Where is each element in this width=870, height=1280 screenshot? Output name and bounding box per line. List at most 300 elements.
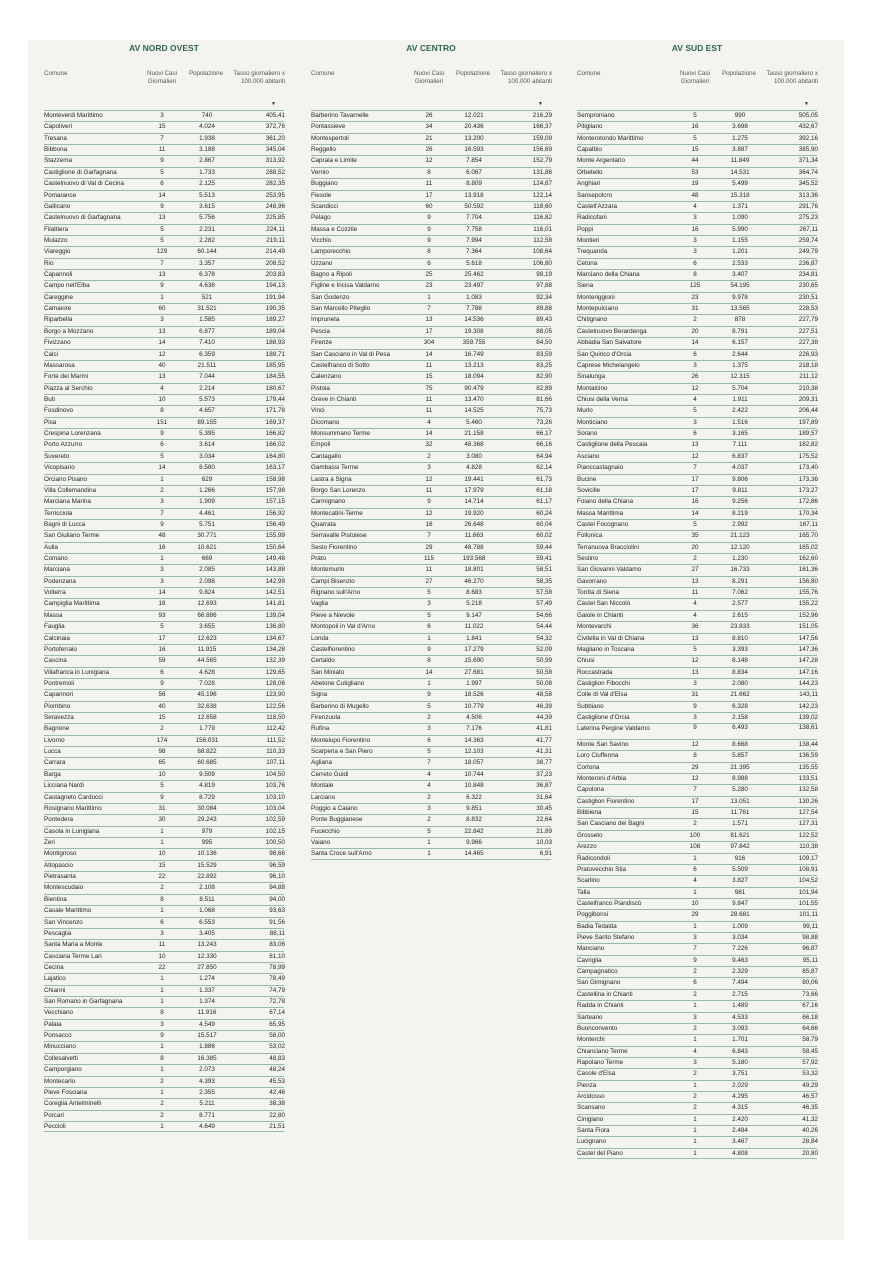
- cell-popolazione: 3.093: [732, 1024, 748, 1032]
- cell-popolazione: 8.511: [199, 895, 215, 903]
- cell-tasso: 116,01: [533, 225, 552, 233]
- cell-tasso: 101,55: [798, 899, 818, 907]
- header-popolazione[interactable]: Popolazione: [721, 70, 757, 77]
- cell-tasso: 385,90: [798, 146, 818, 154]
- table-row: [577, 1148, 817, 1159]
- table-row: [44, 144, 284, 155]
- table-row: [44, 621, 284, 632]
- table-row: [577, 750, 817, 761]
- cell-nuovi-casi: 1: [160, 839, 164, 846]
- cell-popolazione: 16.385: [197, 1054, 217, 1062]
- table-row: [577, 739, 817, 750]
- cell-comune: Sarteano: [577, 1013, 603, 1021]
- cell-tasso: 173,40: [798, 464, 818, 472]
- cell-nuovi-casi: 6: [427, 259, 431, 267]
- sort-desc-icon[interactable]: ▼: [271, 101, 276, 107]
- table-row: [577, 564, 817, 575]
- cell-nuovi-casi: 3: [693, 934, 697, 942]
- cell-comune: San Quirico d'Orcia: [577, 350, 632, 358]
- cell-nuovi-casi: 9: [160, 157, 164, 165]
- cell-tasso: 173,27: [798, 486, 818, 494]
- table-row: [577, 1023, 817, 1034]
- cell-nuovi-casi: 2: [693, 990, 697, 998]
- cell-tasso: 21,89: [536, 827, 552, 835]
- cell-nuovi-casi: 15: [158, 861, 166, 869]
- cell-popolazione: 1.585: [199, 316, 215, 324]
- cell-comune: Portoferraio: [44, 645, 77, 653]
- cell-popolazione: 13.200: [464, 134, 484, 142]
- table-row: [44, 1098, 284, 1109]
- cell-comune: San Vincenzo: [44, 918, 83, 926]
- cell-tasso: 282,35: [265, 180, 285, 188]
- cell-comune: Borgo San Lorenzo: [311, 486, 366, 494]
- cell-nuovi-casi: 14: [425, 430, 433, 438]
- cell-nuovi-casi: 9: [160, 679, 164, 687]
- cell-popolazione: 5.180: [732, 1058, 748, 1066]
- cell-popolazione: 193.568: [462, 555, 486, 563]
- cell-nuovi-casi: 9: [160, 793, 164, 801]
- cell-tasso: 58,00: [269, 1032, 285, 1040]
- cell-popolazione: 11.915: [197, 645, 217, 653]
- table-row: [311, 564, 551, 575]
- cell-nuovi-casi: 5: [427, 827, 431, 835]
- table-row: [44, 326, 284, 337]
- cell-popolazione: 9.811: [732, 486, 748, 494]
- cell-comune: Gallicano: [44, 202, 71, 210]
- cell-popolazione: 9.806: [732, 475, 748, 483]
- cell-nuovi-casi: 15: [691, 809, 699, 817]
- cell-comune: Minucciano: [44, 1043, 76, 1051]
- table-row: [44, 496, 284, 507]
- table-row: [44, 428, 284, 439]
- cell-comune: Santa Fiora: [577, 1127, 610, 1135]
- cell-popolazione: 31.521: [197, 305, 217, 313]
- cell-tasso: 392,16: [798, 134, 818, 142]
- table-row: [577, 633, 817, 644]
- cell-tasso: 54,32: [536, 634, 552, 642]
- table-row: [311, 530, 551, 541]
- cell-tasso: 102,15: [265, 827, 285, 835]
- table-row: [311, 723, 551, 734]
- cell-popolazione: 1.374: [199, 998, 215, 1006]
- cell-nuovi-casi: 9: [160, 430, 164, 438]
- cell-tasso: 101,94: [798, 888, 818, 896]
- cell-tasso: 147,28: [798, 657, 818, 665]
- table-row: [44, 1076, 284, 1087]
- cell-tasso: 227,38: [798, 339, 818, 347]
- cell-comune: Vicchio: [311, 236, 332, 244]
- cell-comune: Badia Tedalda: [577, 922, 617, 930]
- cell-nuovi-casi: 3: [160, 1020, 164, 1028]
- cell-popolazione: 1.090: [732, 214, 748, 222]
- cell-comune: Vinci: [311, 407, 325, 415]
- cell-tasso: 230,65: [798, 282, 818, 290]
- table-row: [311, 553, 551, 564]
- table-row: [577, 853, 817, 864]
- cell-comune: Radda in Chianti: [577, 1002, 624, 1010]
- cell-nuovi-casi: 2: [160, 1100, 164, 1108]
- table-row: [577, 610, 817, 621]
- cell-popolazione: 2.484: [732, 1127, 748, 1135]
- cell-comune: Buonconvento: [577, 1024, 618, 1032]
- cell-nuovi-casi: 2: [693, 1093, 697, 1101]
- cell-nuovi-casi: 6: [693, 979, 697, 987]
- cell-comune: Agliana: [311, 759, 333, 767]
- cell-tasso: 22,64: [536, 816, 552, 824]
- cell-tasso: 107,11: [266, 759, 285, 767]
- cell-nuovi-casi: 304: [423, 339, 435, 347]
- cell-tasso: 163,17: [265, 464, 285, 472]
- cell-popolazione: 5.513: [199, 191, 215, 199]
- sort-desc-icon[interactable]: ▼: [804, 101, 809, 107]
- cell-comune: Serravalle Pistoiese: [311, 532, 367, 540]
- cell-popolazione: 11.849: [730, 157, 750, 165]
- cell-tasso: 104,52: [798, 877, 818, 885]
- header-comune[interactable]: Comune: [311, 70, 335, 77]
- cell-comune: Sovicille: [577, 486, 601, 494]
- cell-comune: Castelnuovo di Val di Cecina: [44, 180, 125, 188]
- cell-popolazione: 17.279: [464, 645, 484, 653]
- cell-tasso: 61,18: [536, 486, 552, 494]
- cell-popolazione: 156.031: [195, 736, 219, 744]
- header-tasso[interactable]: Tasso giornaliero x 100.000 abitanti: [766, 70, 818, 85]
- table-row: [311, 587, 551, 598]
- table-row: [577, 875, 817, 886]
- cell-popolazione: 2.158: [732, 714, 748, 722]
- table-row: [311, 133, 551, 144]
- header-nuovi-casi[interactable]: Nuovi Casi Giornalieri: [414, 70, 444, 85]
- cell-tasso: 179,44: [265, 395, 285, 403]
- cell-popolazione: 90.479: [464, 384, 484, 392]
- cell-nuovi-casi: 6: [693, 350, 697, 358]
- cell-nuovi-casi: 3: [427, 725, 431, 733]
- cell-comune: Pisa: [44, 418, 57, 426]
- table-row: [311, 349, 551, 360]
- cell-nuovi-casi: 151: [156, 418, 168, 426]
- table-row: [577, 966, 817, 977]
- cell-nuovi-casi: 9: [693, 702, 697, 710]
- cell-tasso: 151,05: [798, 623, 818, 631]
- cell-nuovi-casi: 3: [693, 714, 697, 722]
- cell-popolazione: 5.509: [732, 865, 748, 873]
- cell-comune: Casole d'Elsa: [577, 1070, 616, 1078]
- cell-popolazione: 3.614: [199, 441, 215, 449]
- cell-tasso: 83,06: [269, 941, 285, 949]
- cell-tasso: 175,52: [798, 452, 818, 460]
- table-row: [577, 508, 817, 519]
- cell-popolazione: 27.681: [464, 668, 484, 676]
- cell-comune: Coreglia Antelminelli: [44, 1100, 102, 1108]
- table-row: [577, 167, 817, 178]
- cell-nuovi-casi: 16: [691, 123, 699, 131]
- cell-popolazione: 7.226: [732, 945, 748, 953]
- cell-tasso: 108,91: [798, 865, 818, 873]
- table-row: [577, 110, 817, 121]
- cell-popolazione: 15.517: [197, 1032, 217, 1040]
- cell-tasso: 85,87: [802, 968, 818, 976]
- cell-tasso: 54,66: [536, 611, 552, 619]
- cell-popolazione: 1.274: [199, 975, 215, 983]
- cell-comune: Porto Azzurro: [44, 441, 83, 449]
- cell-tasso: 156,92: [265, 509, 285, 517]
- table-row: [44, 224, 284, 235]
- table-row: [311, 508, 551, 519]
- cell-comune: Bucine: [577, 475, 597, 483]
- header-popolazione[interactable]: Popolazione: [455, 70, 491, 77]
- cell-nuovi-casi: 2: [693, 555, 697, 563]
- cell-popolazione: 30.771: [197, 532, 217, 540]
- cell-tasso: 96,59: [269, 861, 285, 869]
- table-row: [311, 292, 551, 303]
- table-row: [311, 689, 551, 700]
- table-row: [311, 621, 551, 632]
- table-row: [577, 542, 817, 553]
- cell-popolazione: 14.363: [464, 736, 484, 744]
- table-row: [311, 633, 551, 644]
- cell-comune: Lucca: [44, 748, 61, 756]
- cell-comune: Vernio: [311, 168, 329, 176]
- cell-comune: Filattiera: [44, 225, 69, 233]
- cell-nuovi-casi: 3: [160, 498, 164, 506]
- cell-nuovi-casi: 31: [691, 691, 699, 699]
- cell-nuovi-casi: 8: [427, 657, 431, 665]
- cell-comune: Lamporecchio: [311, 248, 351, 256]
- cell-comune: Gambassi Terme: [311, 464, 359, 472]
- cell-comune: Chianciano Terme: [577, 1047, 628, 1055]
- cell-popolazione: 10.136: [197, 850, 217, 858]
- cell-tasso: 165,70: [798, 532, 818, 540]
- cell-nuovi-casi: 19: [691, 180, 699, 188]
- cell-comune: Carrara: [44, 759, 66, 767]
- cell-nuovi-casi: 34: [425, 123, 433, 131]
- cell-nuovi-casi: 3: [693, 248, 697, 256]
- table-row: [577, 807, 817, 818]
- cell-comune: Murlo: [577, 407, 593, 415]
- cell-tasso: 203,83: [265, 271, 285, 279]
- cell-popolazione: 12.315: [730, 373, 750, 381]
- cell-nuovi-casi: 9: [427, 214, 431, 222]
- table-row: [311, 383, 551, 394]
- cell-popolazione: 990: [734, 112, 746, 119]
- table-row: [577, 796, 817, 807]
- table-row: [577, 587, 817, 598]
- cell-comune: Follonica: [577, 532, 603, 540]
- cell-tasso: 164,80: [265, 452, 285, 460]
- cell-popolazione: 1.886: [199, 1043, 215, 1051]
- cell-nuovi-casi: 8: [160, 407, 164, 415]
- table-row: [44, 1030, 284, 1041]
- table-row: [44, 939, 284, 950]
- cell-nuovi-casi: 11: [425, 395, 433, 403]
- table-row: [44, 655, 284, 666]
- table-row: [44, 519, 284, 530]
- cell-comune: Cecina: [44, 963, 64, 971]
- cell-comune: San Godenzo: [311, 293, 350, 301]
- cell-popolazione: 3.887: [732, 146, 748, 154]
- cell-popolazione: 4.461: [199, 509, 215, 517]
- cell-popolazione: 8.834: [732, 668, 748, 676]
- cell-comune: Anghiari: [577, 180, 601, 188]
- cell-popolazione: 15.690: [464, 657, 484, 665]
- cell-comune: Monsummano Terme: [311, 430, 371, 438]
- cell-nuovi-casi: 53: [691, 168, 699, 176]
- header-comune[interactable]: Comune: [577, 70, 601, 77]
- table-row: [577, 701, 817, 712]
- table-row: [44, 474, 284, 485]
- cell-nuovi-casi: 3: [427, 464, 431, 472]
- cell-comune: Villa Collemandina: [44, 486, 97, 494]
- cell-nuovi-casi: 100: [689, 831, 701, 839]
- table-row: [311, 712, 551, 723]
- cell-popolazione: 7.028: [199, 679, 215, 687]
- cell-tasso: 128,06: [265, 679, 285, 687]
- cell-nuovi-casi: 1: [427, 839, 431, 846]
- table-row: [311, 474, 551, 485]
- table-row: [44, 564, 284, 575]
- cell-nuovi-casi: 5: [693, 645, 697, 653]
- cell-popolazione: 4.037: [732, 464, 748, 472]
- cell-comune: Marciana: [44, 566, 70, 574]
- cell-nuovi-casi: 5: [160, 452, 164, 460]
- cell-popolazione: 3.080: [466, 452, 482, 460]
- table-row: [44, 349, 284, 360]
- cell-popolazione: 2.098: [199, 577, 215, 585]
- header-popolazione[interactable]: Popolazione: [188, 70, 224, 77]
- cell-popolazione: 1.009: [732, 922, 748, 930]
- cell-nuovi-casi: 4: [693, 202, 697, 210]
- cell-nuovi-casi: 6: [160, 918, 164, 926]
- table-row: [311, 644, 551, 655]
- cell-tasso: 98,66: [269, 850, 285, 858]
- table-row: [44, 167, 284, 178]
- cell-popolazione: 6.378: [199, 271, 215, 279]
- cell-tasso: 98,88: [802, 934, 818, 942]
- cell-nuovi-casi: 29: [691, 763, 699, 771]
- cell-comune: Abbadia San Salvatore: [577, 339, 642, 347]
- cell-tasso: 191,94: [265, 293, 285, 301]
- cell-tasso: 57,58: [536, 589, 552, 597]
- table-row: [44, 985, 284, 996]
- cell-popolazione: 44.565: [197, 657, 217, 665]
- cell-nuovi-casi: 2: [160, 1111, 164, 1119]
- table-row: [577, 212, 817, 223]
- header-nuovi-casi[interactable]: Nuovi Casi Giornalieri: [147, 70, 177, 85]
- cell-nuovi-casi: 2: [693, 1104, 697, 1112]
- cell-comune: Massa: [44, 611, 63, 619]
- cell-comune: Abetone Cutigliano: [311, 679, 365, 687]
- cell-tasso: 147,56: [798, 634, 818, 642]
- table-row: [577, 474, 817, 485]
- cell-popolazione: 5.499: [732, 180, 748, 188]
- cell-comune: Montevarchi: [577, 623, 612, 631]
- header-comune[interactable]: Comune: [44, 70, 68, 77]
- cell-nuovi-casi: 6: [160, 441, 164, 449]
- cell-comune: Magliano in Toscana: [577, 645, 635, 653]
- table-row: [577, 864, 817, 875]
- cell-tasso: 133,51: [798, 774, 818, 782]
- cell-comune: Livorno: [44, 736, 65, 744]
- cell-tasso: 83,25: [536, 361, 552, 369]
- cell-tasso: 156,80: [798, 577, 818, 585]
- cell-popolazione: 21.123: [730, 532, 750, 540]
- cell-comune: Sorano: [577, 430, 598, 438]
- cell-popolazione: 7.410: [199, 339, 215, 347]
- cell-comune: Poggio a Caiano: [311, 804, 358, 812]
- cell-popolazione: 18.526: [464, 691, 484, 699]
- cell-tasso: 313,36: [798, 191, 818, 199]
- cell-tasso: 41,81: [536, 725, 552, 733]
- cell-nuovi-casi: 9: [160, 520, 164, 528]
- cell-popolazione: 4.024: [199, 123, 215, 131]
- table-row: [577, 553, 817, 564]
- cell-comune: Greve in Chianti: [311, 395, 357, 403]
- cell-tasso: 94,88: [269, 884, 285, 892]
- cell-nuovi-casi: 2: [160, 725, 164, 733]
- table-row: [577, 598, 817, 609]
- table-row: [44, 894, 284, 905]
- cell-nuovi-casi: 6: [427, 623, 431, 631]
- sort-desc-icon[interactable]: ▼: [538, 101, 543, 107]
- header-nuovi-casi[interactable]: Nuovi Casi Giornalieri: [680, 70, 710, 85]
- cell-popolazione: 8.810: [732, 634, 748, 642]
- table-row: [577, 417, 817, 428]
- cell-nuovi-casi: 9: [427, 225, 431, 233]
- cell-popolazione: 1.230: [732, 555, 748, 563]
- cell-comune: Gavorrano: [577, 577, 607, 585]
- cell-comune: Bagnone: [44, 725, 70, 733]
- cell-tasso: 54,44: [536, 623, 552, 631]
- table-row: [311, 337, 551, 348]
- header-tasso[interactable]: Tasso giornaliero x 100.000 abitanti: [500, 70, 552, 85]
- table-row: [44, 848, 284, 859]
- cell-popolazione: 18.801: [464, 566, 484, 574]
- header-tasso[interactable]: Tasso giornaliero x 100.000 abitanti: [233, 70, 285, 85]
- cell-tasso: 226,93: [798, 350, 818, 358]
- cell-nuovi-casi: 8: [427, 248, 431, 256]
- cell-nuovi-casi: 16: [691, 498, 699, 506]
- cell-nuovi-casi: 1: [693, 1127, 697, 1135]
- cell-comune: Bibbona: [44, 146, 68, 154]
- cell-popolazione: 1.909: [199, 498, 215, 506]
- table-row: [44, 598, 284, 609]
- cell-comune: Pieve a Nievole: [311, 611, 355, 619]
- table-row: [311, 212, 551, 223]
- cell-comune: Impruneta: [311, 316, 340, 324]
- cell-comune: Pietrasanta: [44, 873, 76, 881]
- cell-nuovi-casi: 16: [158, 645, 166, 653]
- cell-tasso: 10,03: [536, 839, 552, 846]
- cell-popolazione: 9.978: [732, 293, 748, 301]
- cell-tasso: 67,16: [802, 1002, 818, 1010]
- cell-tasso: 44,39: [536, 714, 552, 722]
- table-row: [44, 110, 284, 121]
- cell-tasso: 73,66: [802, 990, 818, 998]
- table-row: [577, 773, 817, 784]
- cell-nuovi-casi: 32: [425, 441, 433, 449]
- cell-tasso: 211,12: [799, 373, 818, 381]
- cell-popolazione: 7.364: [466, 248, 482, 256]
- cell-tasso: 267,11: [799, 225, 818, 233]
- cell-tasso: 166,37: [532, 123, 552, 131]
- cell-comune: Castellina in Chianti: [577, 990, 633, 998]
- table-row: [311, 224, 551, 235]
- cell-nuovi-casi: 1: [160, 555, 164, 563]
- cell-tasso: 432,67: [798, 123, 818, 131]
- cell-tasso: 155,76: [798, 589, 818, 597]
- table-row: [577, 178, 817, 189]
- cell-tasso: 313,92: [265, 157, 285, 165]
- cell-nuovi-casi: 8: [693, 271, 697, 279]
